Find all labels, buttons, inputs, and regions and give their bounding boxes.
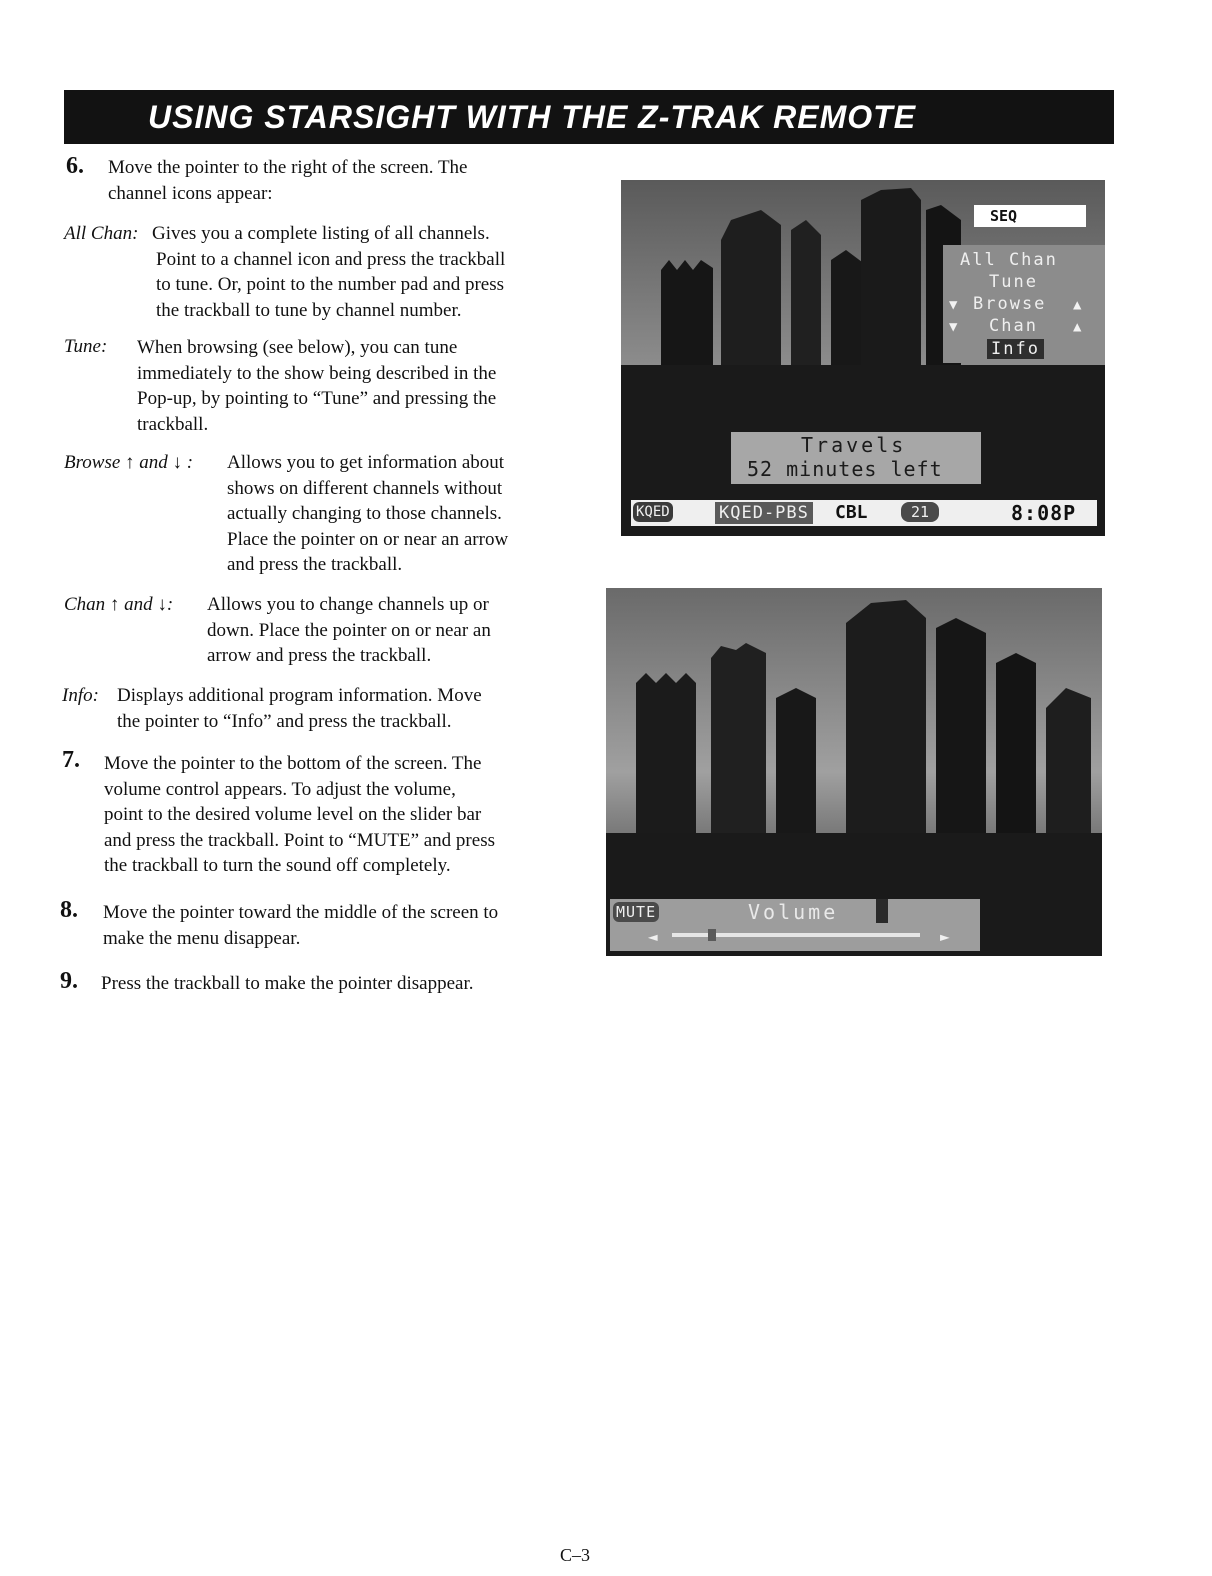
text-line: and press the trackball. Point to “MUTE” and press bbox=[104, 829, 495, 851]
chan-down-arrow[interactable]: ▼ bbox=[949, 319, 958, 335]
text-line: Allows you to change channels up or bbox=[207, 594, 489, 615]
time-left: 52 minutes left bbox=[747, 457, 943, 481]
text-line: Gives you a complete listing of all channels. bbox=[152, 223, 490, 244]
channel-status-bar bbox=[631, 500, 1097, 526]
channel-icon-menu bbox=[943, 245, 1105, 363]
text-line: When browsing (see below), you can tune bbox=[137, 337, 458, 358]
menu-item-chan[interactable]: Chan bbox=[989, 316, 1038, 336]
text-line: the trackball to tune by channel number. bbox=[156, 299, 462, 321]
volume-slider-track[interactable] bbox=[672, 933, 920, 937]
text-line: the pointer to “Info” and press the trackball. bbox=[117, 710, 452, 732]
menu-item-browse[interactable]: Browse bbox=[973, 294, 1047, 314]
text-line: Displays additional program information. Move bbox=[117, 685, 482, 706]
term-all-chan: All Chan: bbox=[64, 223, 139, 244]
clock: 8:08P bbox=[1011, 501, 1077, 525]
menu-item-tune[interactable]: Tune bbox=[989, 272, 1038, 292]
text-line: Allows you to get information about bbox=[227, 452, 505, 473]
step-text bbox=[104, 751, 495, 879]
step-number: 9. bbox=[60, 968, 78, 994]
term-description bbox=[117, 683, 482, 734]
pointer-marker bbox=[876, 899, 888, 923]
step-text bbox=[103, 900, 498, 951]
term-description bbox=[137, 335, 496, 437]
source-label: CBL bbox=[835, 502, 868, 523]
show-title: Travels bbox=[801, 433, 907, 457]
text-line: shows on different channels without bbox=[227, 477, 503, 499]
chan-up-arrow[interactable]: ▲ bbox=[1073, 319, 1082, 335]
term-description bbox=[207, 592, 491, 669]
volume-label: Volume bbox=[748, 900, 839, 924]
text-line: immediately to the show being described in the bbox=[137, 362, 497, 384]
browse-down-arrow[interactable]: ▼ bbox=[949, 297, 958, 313]
channel-number: 21 bbox=[901, 502, 939, 522]
text-line: Move the pointer toward the middle of the screen to bbox=[103, 902, 499, 923]
volume-control-panel bbox=[610, 899, 980, 951]
text-line: Move the pointer to the right of the screen. The bbox=[108, 157, 468, 178]
step-text bbox=[101, 971, 474, 997]
page-title: USING STARSIGHT WITH THE Z-TRAK REMOTE bbox=[64, 90, 1114, 144]
text-line: Place the pointer on or near an arrow bbox=[227, 528, 509, 550]
text-line: actually changing to those channels. bbox=[227, 503, 502, 524]
seq-label: SEQ bbox=[974, 205, 1086, 227]
browse-up-arrow[interactable]: ▲ bbox=[1073, 297, 1082, 313]
step-number: 7. bbox=[62, 747, 80, 773]
tv-screenshot-volume bbox=[606, 588, 1102, 956]
channel-logo: KQED bbox=[633, 502, 673, 522]
text-line: to tune. Or, point to the number pad and press bbox=[156, 274, 505, 295]
menu-item-all-chan[interactable]: All Chan bbox=[960, 250, 1058, 270]
program-popup bbox=[731, 432, 981, 484]
text-line: the trackball to turn the sound off completely. bbox=[104, 855, 451, 876]
text-line: channel icons appear: bbox=[108, 182, 273, 204]
menu-item-info[interactable]: Info bbox=[987, 339, 1044, 359]
tv-screenshot-menu bbox=[621, 180, 1105, 536]
text-line: Move the pointer to the bottom of the screen. The bbox=[104, 753, 482, 774]
term-tune: Tune: bbox=[64, 336, 108, 357]
volume-up-arrow[interactable]: ► bbox=[940, 927, 950, 946]
volume-slider-knob[interactable] bbox=[708, 929, 716, 941]
text-line: and press the trackball. bbox=[227, 554, 403, 575]
step-number: 6. bbox=[66, 153, 84, 179]
volume-down-arrow[interactable]: ◄ bbox=[648, 927, 658, 946]
text-line: Point to a channel icon and press the trackball bbox=[156, 248, 506, 270]
text-line: point to the desired volume level on the slider bar bbox=[104, 804, 482, 825]
text-line: volume control appears. To adjust the volume, bbox=[104, 778, 456, 800]
step-text bbox=[108, 155, 468, 206]
channel-name: KQED-PBS bbox=[715, 502, 813, 524]
term-chan: Chan ↑ and ↓: bbox=[64, 594, 174, 615]
text-line: down. Place the pointer on or near an bbox=[207, 619, 491, 641]
term-info: Info: bbox=[62, 685, 99, 706]
text-line: trackball. bbox=[137, 413, 209, 435]
text-line: make the menu disappear. bbox=[103, 927, 301, 949]
term-browse: Browse ↑ and ↓ : bbox=[64, 452, 194, 473]
term-description bbox=[227, 450, 508, 578]
page-number: C–3 bbox=[560, 1545, 591, 1565]
text-line: arrow and press the trackball. bbox=[207, 645, 432, 666]
step-number: 8. bbox=[60, 897, 78, 923]
term-description bbox=[152, 221, 506, 323]
text-line: Pop-up, by pointing to “Tune” and pressing the bbox=[137, 388, 497, 409]
mute-button[interactable]: MUTE bbox=[613, 902, 659, 922]
text-line: Press the trackball to make the pointer disappear. bbox=[101, 973, 474, 994]
